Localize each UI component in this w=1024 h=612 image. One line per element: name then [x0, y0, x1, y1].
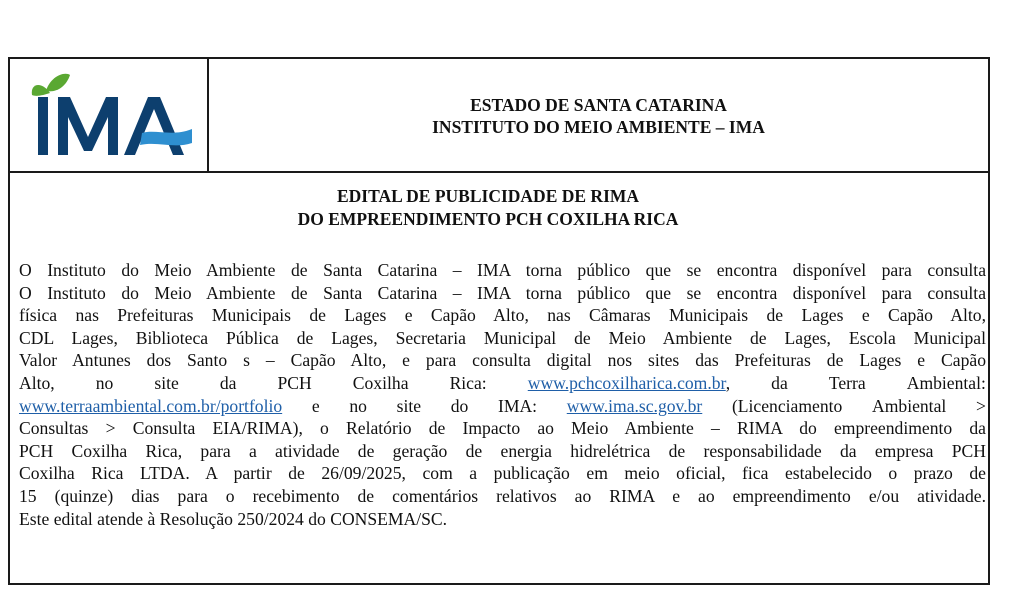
link-terra-ambiental[interactable]: www.terraambiental.com.br/portfolio — [19, 395, 283, 416]
word: (Licenciamento — [731, 395, 843, 416]
word: e — [311, 395, 320, 416]
body-cell — [10, 173, 988, 583]
word: PCH — [277, 372, 312, 393]
header-row — [10, 59, 988, 173]
word: Ambiental: — [906, 372, 986, 393]
word: site — [154, 372, 179, 393]
word: Rica: — [449, 372, 487, 393]
word: no — [349, 395, 367, 416]
word: da — [771, 372, 788, 393]
ima-logo-icon — [24, 71, 196, 159]
word: Ambiental — [872, 395, 947, 416]
edital-title — [10, 185, 988, 231]
header-title-line1: ESTADO DE SANTA CATARINA — [470, 95, 727, 115]
word: do — [450, 395, 469, 416]
paragraph-line: Valor Antunes dos Santo s – Capão Alto, e para consulta digital nos sites das Prefeituras de Lages e Capão — [19, 350, 986, 371]
word: Terra — [828, 372, 866, 393]
word: Coxilha — [352, 372, 409, 393]
word: Alto, — [19, 372, 55, 393]
paragraph-line: CDL Lages, Biblioteca Pública de Lages, Secretaria Municipal de Meio Ambiente de Lages, Escola Municipal — [19, 327, 986, 348]
word: no — [95, 372, 114, 393]
word: IMA: — [497, 395, 538, 416]
paragraph-line: Este edital atende à Resolução 250/2024 do CONSEMA/SC. — [19, 508, 448, 529]
paragraph-line: Consultas > Consulta EIA/RIMA), o Relatório de Impacto ao Meio Ambiente – RIMA do empreendimento da — [19, 418, 986, 439]
paragraph-line: O Instituto do Meio Ambiente de Santa Catarina – IMA torna público que se encontra disponível para consulta — [19, 282, 986, 303]
edital-title-line2: DO EMPREENDIMENTO PCH COXILHA RICA — [297, 209, 679, 229]
header-title — [209, 59, 988, 171]
edital-paragraph — [19, 259, 986, 530]
edital-frame — [8, 57, 990, 585]
word: > — [975, 395, 986, 416]
logo-cell — [10, 59, 209, 171]
paragraph-line: física nas Prefeituras Municipais de Lages e Capão Alto, nas Câmaras Municipais de Lages e Capão Alto, — [19, 305, 986, 326]
paragraph-line: PCH Coxilha Rica, para a atividade de geração de energia hidrelétrica de responsabilidade da empresa PCH — [19, 440, 986, 461]
paragraph-line-7 — [19, 395, 986, 418]
paragraph-line: Coxilha Rica LTDA. A partir de 26/09/2025, com a publicação em meio oficial, fica estabelecido o prazo de — [19, 463, 986, 484]
link-ima[interactable]: www.ima.sc.gov.br — [566, 395, 703, 416]
word: site — [396, 395, 422, 416]
link-pch-coxilha-rica[interactable]: www.pchcoxilharica.com.br — [527, 372, 726, 393]
word: da — [219, 372, 237, 393]
paragraph-line: O Instituto do Meio Ambiente de Santa Catarina – IMA torna público que se encontra disponível para consulta — [19, 260, 986, 280]
paragraph-line-6 — [19, 372, 986, 395]
edital-title-line1: EDITAL DE PUBLICIDADE DE RIMA — [336, 186, 640, 206]
header-title-line2: INSTITUTO DO MEIO AMBIENTE – IMA — [432, 117, 765, 137]
paragraph-line: 15 (quinze) dias para o recebimento de comentários relativos ao RIMA e ao empreendimento e/ou atividade. — [19, 485, 986, 506]
link-pch-group — [528, 372, 730, 395]
comma: , — [725, 372, 731, 393]
